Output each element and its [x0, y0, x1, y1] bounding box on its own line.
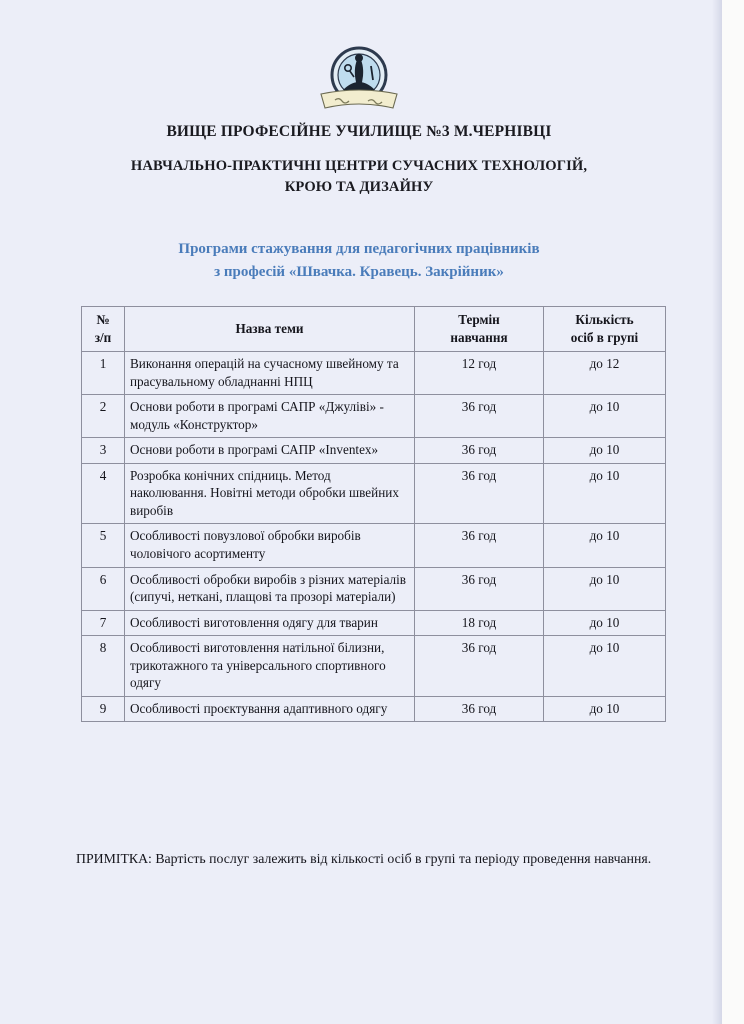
cell-number: 8	[82, 636, 125, 697]
cell-duration: 36 год	[415, 636, 544, 697]
table-row	[82, 438, 666, 464]
school-emblem-icon	[313, 46, 405, 116]
cell-number: 3	[82, 438, 125, 464]
column-header-number-line1: №	[96, 312, 110, 327]
cell-topic: Основи роботи в програмі САПР «Джуліві» - модуль «Конструктор»	[125, 395, 415, 438]
centers-title	[0, 156, 718, 198]
table-row	[82, 352, 666, 395]
footer-note: ПРИМІТКА: Вартість послуг залежить від кількості осіб в групі та періоду проведення навчання.	[76, 851, 652, 866]
table-row	[82, 395, 666, 438]
document-headings	[0, 122, 718, 198]
table-header	[82, 307, 666, 352]
table-body	[82, 352, 666, 722]
cell-group-size: до 10	[544, 395, 666, 438]
cell-topic: Особливості виготовлення одягу для тварин	[125, 610, 415, 636]
column-header-number	[82, 307, 125, 352]
emblem-container	[0, 46, 718, 121]
centers-title-line2: КРОЮ ТА ДИЗАЙНУ	[284, 179, 434, 196]
cell-number: 7	[82, 610, 125, 636]
column-header-duration-line2: навчання	[450, 329, 508, 345]
column-header-duration-line1: Термін	[458, 312, 500, 327]
cell-group-size: до 10	[544, 463, 666, 524]
cell-duration: 36 год	[415, 438, 544, 464]
column-header-topic: Назва теми	[125, 307, 415, 352]
column-header-group-size-line2: осіб в групі	[570, 329, 639, 345]
cell-group-size: до 12	[544, 352, 666, 395]
column-header-group-size-line1: Кількість	[575, 312, 634, 327]
cell-topic: Особливості повузлової обробки виробів чоловічого асортименту	[125, 524, 415, 567]
cell-number: 6	[82, 567, 125, 610]
table-row	[82, 463, 666, 524]
table-header-row	[82, 307, 666, 352]
cell-duration: 36 год	[415, 567, 544, 610]
cell-number: 1	[82, 352, 125, 395]
table-row	[82, 696, 666, 722]
table-row	[82, 636, 666, 697]
cell-number: 9	[82, 696, 125, 722]
cell-topic: Особливості проєктування адаптивного одягу	[125, 696, 415, 722]
cell-group-size: до 10	[544, 696, 666, 722]
cell-group-size: до 10	[544, 524, 666, 567]
centers-title-line1: НАВЧАЛЬНО-ПРАКТИЧНІ ЦЕНТРИ СУЧАСНИХ ТЕХНОЛОГІЙ,	[130, 157, 588, 174]
program-subtitle-line1: Програми стажування для педагогічних працівників	[178, 241, 540, 257]
cell-duration: 36 год	[415, 696, 544, 722]
cell-duration: 36 год	[415, 463, 544, 524]
table-row	[82, 610, 666, 636]
cell-duration: 12 год	[415, 352, 544, 395]
table-row	[82, 524, 666, 567]
cell-duration: 36 год	[415, 395, 544, 438]
cell-duration: 18 год	[415, 610, 544, 636]
page-edge-shadow	[712, 0, 722, 1024]
column-header-number-line2: з/п	[94, 329, 112, 345]
cell-group-size: до 10	[544, 610, 666, 636]
school-emblem	[313, 46, 405, 116]
program-subtitle-line2: з професій «Швачка. Кравець. Закрійник»	[214, 264, 504, 281]
programs-table	[81, 306, 666, 722]
institution-title: ВИЩЕ ПРОФЕСІЙНЕ УЧИЛИЩЕ №3 М.ЧЕРНІВЦІ	[166, 123, 552, 140]
cell-topic: Виконання операцій на сучасному швейному та прасувальному обладнанні НПЦ	[125, 352, 415, 395]
cell-number: 2	[82, 395, 125, 438]
cell-number: 4	[82, 463, 125, 524]
column-header-group-size	[544, 307, 666, 352]
cell-group-size: до 10	[544, 636, 666, 697]
cell-topic: Розробка конічних спідниць. Метод наколювання. Новітні методи обробки швейних виробів	[125, 463, 415, 524]
cell-duration: 36 год	[415, 524, 544, 567]
cell-group-size: до 10	[544, 438, 666, 464]
program-subtitle	[0, 238, 718, 285]
cell-group-size: до 10	[544, 567, 666, 610]
cell-topic: Особливості обробки виробів з різних матеріалів (сипучі, неткані, плащові та прозорі матеріали)	[125, 567, 415, 610]
cell-number: 5	[82, 524, 125, 567]
table-row	[82, 567, 666, 610]
column-header-duration	[415, 307, 544, 352]
cell-topic: Особливості виготовлення натільної білизни, трикотажного та універсального спортивного одягу	[125, 636, 415, 697]
cell-topic: Основи роботи в програмі САПР «Inventex»	[125, 438, 415, 464]
page-right-gutter	[722, 0, 744, 1024]
